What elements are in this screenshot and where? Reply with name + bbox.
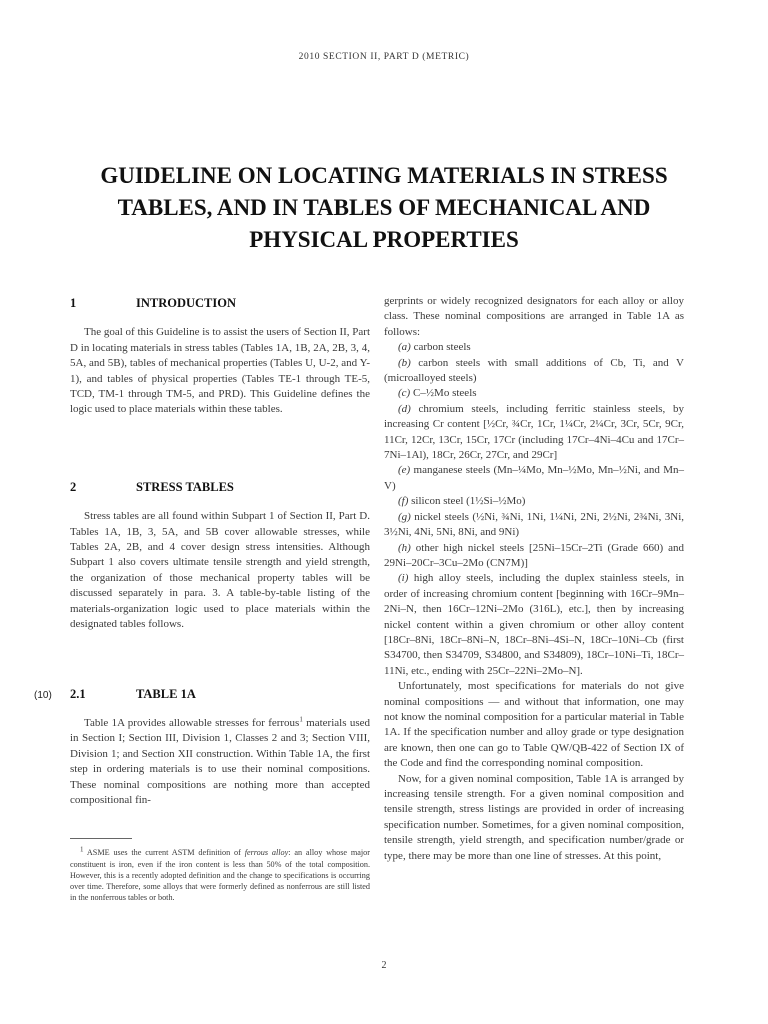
right-column (384, 294, 684, 864)
stress-tables-paragraph: Stress tables are all found within Subpart 1 of Section II, Part D. Tables 1A, 1B, 3, 5A, and 5B cover allowable stresses, while Tables 2A, 2B, and 4 cover design stress intensities. Although Subpart 1 also covers ultimate tensile strength and yield strength, the organization of those mechanical property tables will be discussed separately in para. 3. A table-by-table listing of the materials-organization logic used to place materials within the designated tables follows. (70, 510, 370, 631)
body-paragraph: Now, for a given nominal composition, Table 1A is arranged by increasing tensile strength. For a given nominal composition and tensile strength, stress listings are provided in order of increasing specification number. Sometimes, for a given nominal composition, tensile strength, yield strength, and specification number/grade or type, there may be more than one line of stresses. At this point, (384, 772, 684, 862)
section-heading-stress-tables (70, 480, 370, 495)
list-item: (f) silicon steel (1½Si–½Mo) (398, 495, 526, 508)
section-number: 2.1 (70, 686, 86, 701)
left-column (34, 296, 370, 903)
footnote-divider (70, 838, 132, 839)
list-item: (d) chromium steels, including ferritic stainless steels, by increasing Cr content [½Cr, ¾Cr, 1Cr, 1¼Cr, 2¼Cr, 3Cr, 5Cr, 9Cr, 11Cr, 12Cr, 13Cr, 15Cr, 17Cr (including 17Cr–4Ni–4Cu and 17Cr–7Ni–1Al), 18Cr, 26Cr, 27Cr, and 29Cr] (384, 402, 684, 462)
section-title: TABLE 1A (136, 686, 196, 701)
table-1a-paragraph: Table 1A provides allowable stresses for ferrous$^1$ materials used in Section I; Section III, Division 1, Classes 2 and 3; Section VIII, Division 1; and Section XII construction. Within Table 1A, the first step in ordering materials is to use their nominal compositions. These nominal compositions are nothing more than accepted compositional fin- (70, 715, 370, 806)
introduction-paragraph: The goal of this Guideline is to assist the users of Section II, Part D in locating materials in stress tables (Tables 1A, 1B, 2A, 2B, 3, 4, 5A, and 5B), tables of mechanical properties (Tables U, U-2, and Y-1), and tables of physical properties (Tables TE-1 through TE-5, TCD, TM-1 through TM-5, and PRD). This Guideline defines the logic used to place materials within these tables. (70, 326, 370, 416)
running-header: 2010 SECTION II, PART D (METRIC) (298, 52, 470, 62)
section-number: 2 (70, 479, 77, 494)
footnote: $^1$ ASME uses the current ASTM definition of ferrous alloy: an alloy whose major constituent is iron, even if the iron content is less than 50% of the total composition. However, this is a recently adopted definition and the change to specifications is occurring over time. Therefore, some alloys that were formerly defined as nonferrous are still listed in the nonferrous tables or both. (70, 845, 370, 903)
section-heading-introduction (70, 296, 370, 311)
list-item: (i) high alloy steels, including the duplex stainless steels, in order of increasing chromium content [beginning with 16Cr–9Mn–2Ni–N, then 16Cr–12Ni–2Mo (316L), etc.], then by increasing nickel content within a given chromium or other alloy content [18Cr–8Ni, 18Cr–8Ni–N, 18Cr–8Ni–4Si–N, 18Cr–10Ni–Cb (first S34700, then S34709, S34800, and S34809), 18Cr–10Ni–Ti, 18Cr–11Ni, etc., ending with 25Cr–22Ni–2Mo–N]. (384, 572, 684, 677)
list-item: (b) carbon steels with small additions of Cb, Ti, and V (microalloyed steels) (384, 356, 684, 385)
body-paragraph: Unfortunately, most specifications for materials do not give nominal compositions — and without that information, one may not know the nominal composition for a particular material in Table 1A. If the specification number and alloy grade or type designation are known, then one can go to Table QW/QB-422 of Section IX of the Code and find the corresponding nominal composition. (384, 680, 684, 770)
list-item: (h) other high nickel steels [25Ni–15Cr–2Ti (Grade 660) and 29Ni–20Cr–3Cu–2Mo (CN7M)] (384, 541, 684, 569)
document-title: GUIDELINE ON LOCATING MATERIALS IN STRESS TABLES, AND IN TABLES OF MECHANICAL AND PHYSICAL PROPERTIES (100, 163, 668, 252)
page-number: 2 (381, 960, 387, 971)
list-item: (c) C–½Mo steels (398, 387, 477, 400)
footnote-reference: 1 (299, 715, 303, 724)
footnote-marker: 1 (80, 845, 84, 854)
section-number: 1 (70, 296, 77, 310)
list-item: (e) manganese steels (Mn–¼Mo, Mn–½Mo, Mn–½Ni, and Mn–V) (384, 464, 684, 492)
section-title: STRESS TABLES (136, 479, 234, 494)
section-heading-table-1a (34, 686, 370, 702)
continued-paragraph: gerprints or widely recognized designators for each alloy or alloy class. These nominal compositions are arranged in Table 1A as follows: (384, 295, 684, 338)
footnote-term: ferrous alloy (244, 848, 289, 858)
list-item: (a) carbon steels (398, 341, 471, 354)
list-item: (g) nickel steels (½Ni, ¾Ni, 1Ni, 1¼Ni, 2Ni, 2½Ni, 2¾Ni, 3Ni, 3½Ni, 4Ni, 5Ni, 8Ni, and 9Ni) (384, 510, 684, 539)
section-title: INTRODUCTION (136, 296, 237, 310)
revision-mark: (10) (34, 689, 52, 701)
